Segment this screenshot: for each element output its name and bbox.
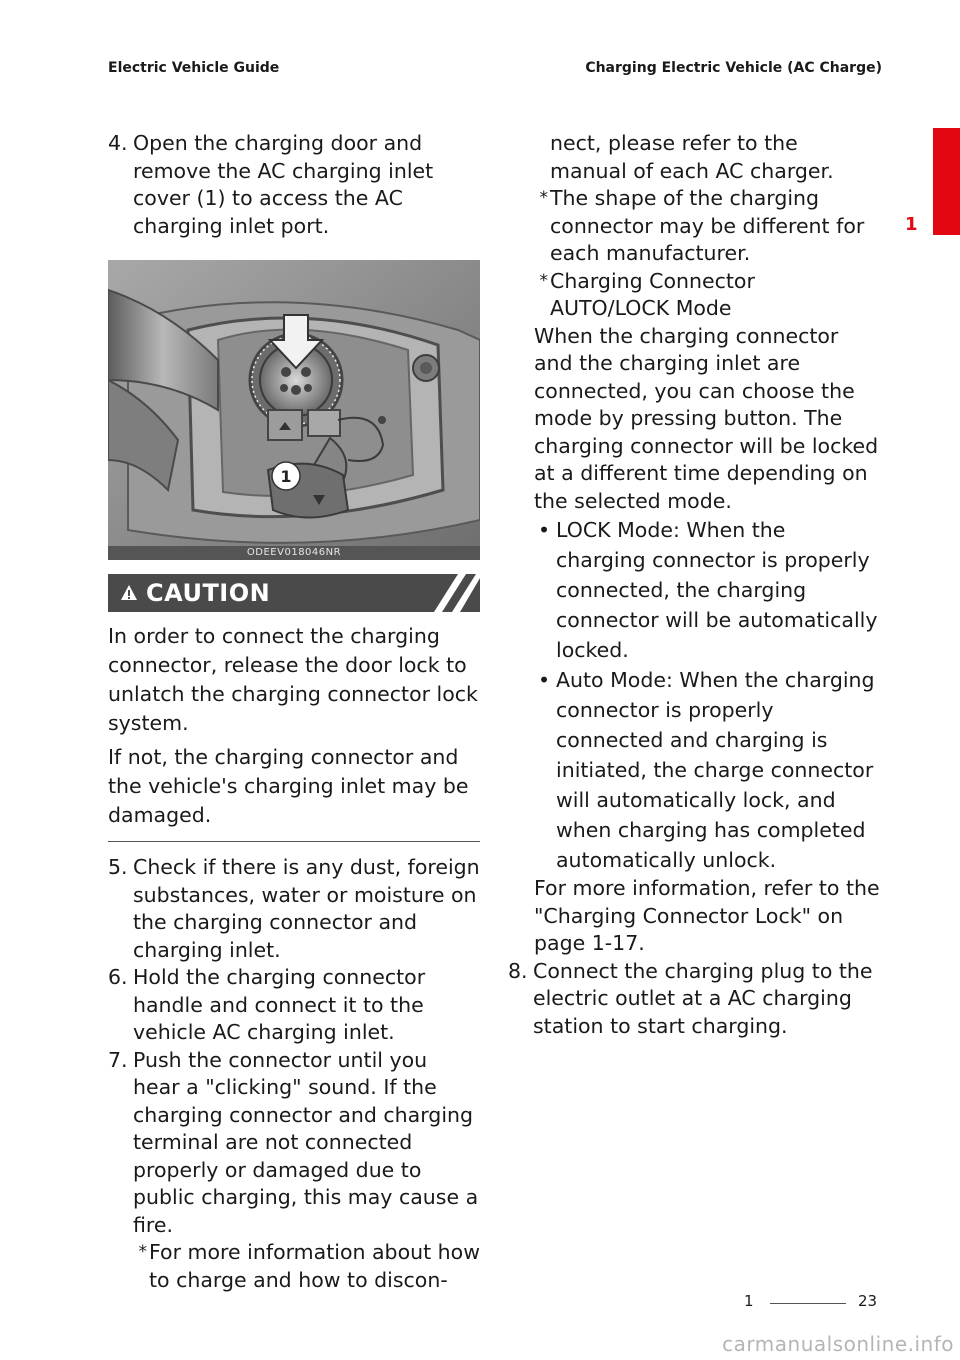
step-7: [108, 1047, 480, 1240]
step-text: Hold the charging connector handle and connect it to the vehicle AC charging inlet.: [133, 965, 426, 1044]
step-6: [108, 964, 480, 1047]
list-item: [534, 665, 880, 875]
header-section-title: Charging Electric Vehicle (AC Charge): [585, 60, 882, 76]
caution-banner: [108, 574, 480, 612]
caution-body: [108, 622, 480, 830]
list-item: [534, 515, 880, 665]
step-number: 6.: [108, 965, 128, 989]
step-number: 7.: [108, 1047, 128, 1072]
caution-paragraph: In order to connect the charging connector, release the door lock to unlatch the charging connector lock system.: [108, 624, 478, 735]
step-text: Connect the charging plug to the electric outlet at a AC charging station to start charging.: [533, 958, 873, 1038]
note-text: Charging Connector AUTO/LOCK Mode: [550, 268, 755, 320]
step-8: [508, 958, 880, 1041]
step-number: 5.: [108, 855, 128, 879]
step-number: 8.: [508, 958, 528, 983]
note-connector-shape: [508, 185, 880, 268]
step-text: Open the charging door and remove the AC charging inlet cover (1) to access the AC charging inlet port.: [133, 131, 434, 238]
caution-title: CAUTION: [146, 579, 271, 607]
note-auto-lock-mode: [508, 268, 880, 323]
note-charger-manual-end: [508, 130, 880, 185]
bullet-marker: •: [538, 518, 551, 542]
bullet-text: LOCK Mode: When the charging connector is properly connected, the charging connector will be automatically locked.: [556, 518, 878, 662]
right-column: [508, 130, 880, 1040]
warning-triangle-icon: [120, 584, 138, 602]
step-4: [108, 130, 480, 240]
more-info-paragraph: For more information, refer to the "Charging Connector Lock" on page 1-17.: [534, 876, 880, 955]
figure-code: ODEEV018046NR: [108, 546, 480, 560]
header-guide-title: Electric Vehicle Guide: [108, 60, 280, 76]
footer-chapter-number: 1: [744, 1292, 754, 1310]
caution-paragraph: If not, the charging connector and the vehicle's charging inlet may be damaged.: [108, 745, 469, 827]
step-text: Push the connector until you hear a "clicking" sound. If the charging connector and charging terminal are not connected properly or damaged due to public charging, this may cause a fire.: [133, 1047, 479, 1237]
watermark: carmanualsonline.info: [722, 1332, 954, 1356]
chapter-tab: [933, 128, 960, 235]
bullet-marker: •: [538, 668, 551, 692]
caution-divider: [108, 841, 480, 842]
chapter-tab-number: 1: [905, 214, 918, 235]
note-text: nect, please refer to the manual of each AC charger.: [550, 131, 834, 183]
step-5: [108, 854, 480, 964]
bullet-text: Auto Mode: When the charging connector is properly connected and charging is initiated, the charge connector will automatically lock, and when charging has completed automatically unlock.: [556, 668, 875, 872]
left-column: [108, 130, 480, 1294]
asterisk-marker: *: [539, 270, 548, 291]
mode-intro-paragraph: When the charging connector and the charging inlet are connected, you can choose the mode by pressing button. The charging connector will be locked at a different time depending on the selected mode.: [534, 323, 879, 513]
note-charger-manual-start: [108, 1239, 480, 1294]
step-number: 4.: [108, 131, 128, 155]
note-text: For more information about how to charge and how to discon-: [149, 1240, 480, 1292]
note-text: The shape of the charging connector may be different for each manufacturer.: [550, 186, 865, 265]
charging-inlet-figure: [108, 260, 480, 560]
asterisk-marker: *: [138, 1242, 147, 1262]
footer-page-number: 23: [858, 1292, 878, 1310]
asterisk-marker: *: [539, 188, 548, 208]
footer-divider: [770, 1303, 846, 1304]
figure-callout-1: 1: [280, 467, 292, 486]
caution-stripes: [420, 574, 480, 612]
step-text: Check if there is any dust, foreign substances, water or moisture on the charging connector and charging inlet.: [133, 855, 480, 962]
mode-bullet-list: [508, 515, 880, 875]
charging-inlet-illustration: [108, 260, 480, 560]
